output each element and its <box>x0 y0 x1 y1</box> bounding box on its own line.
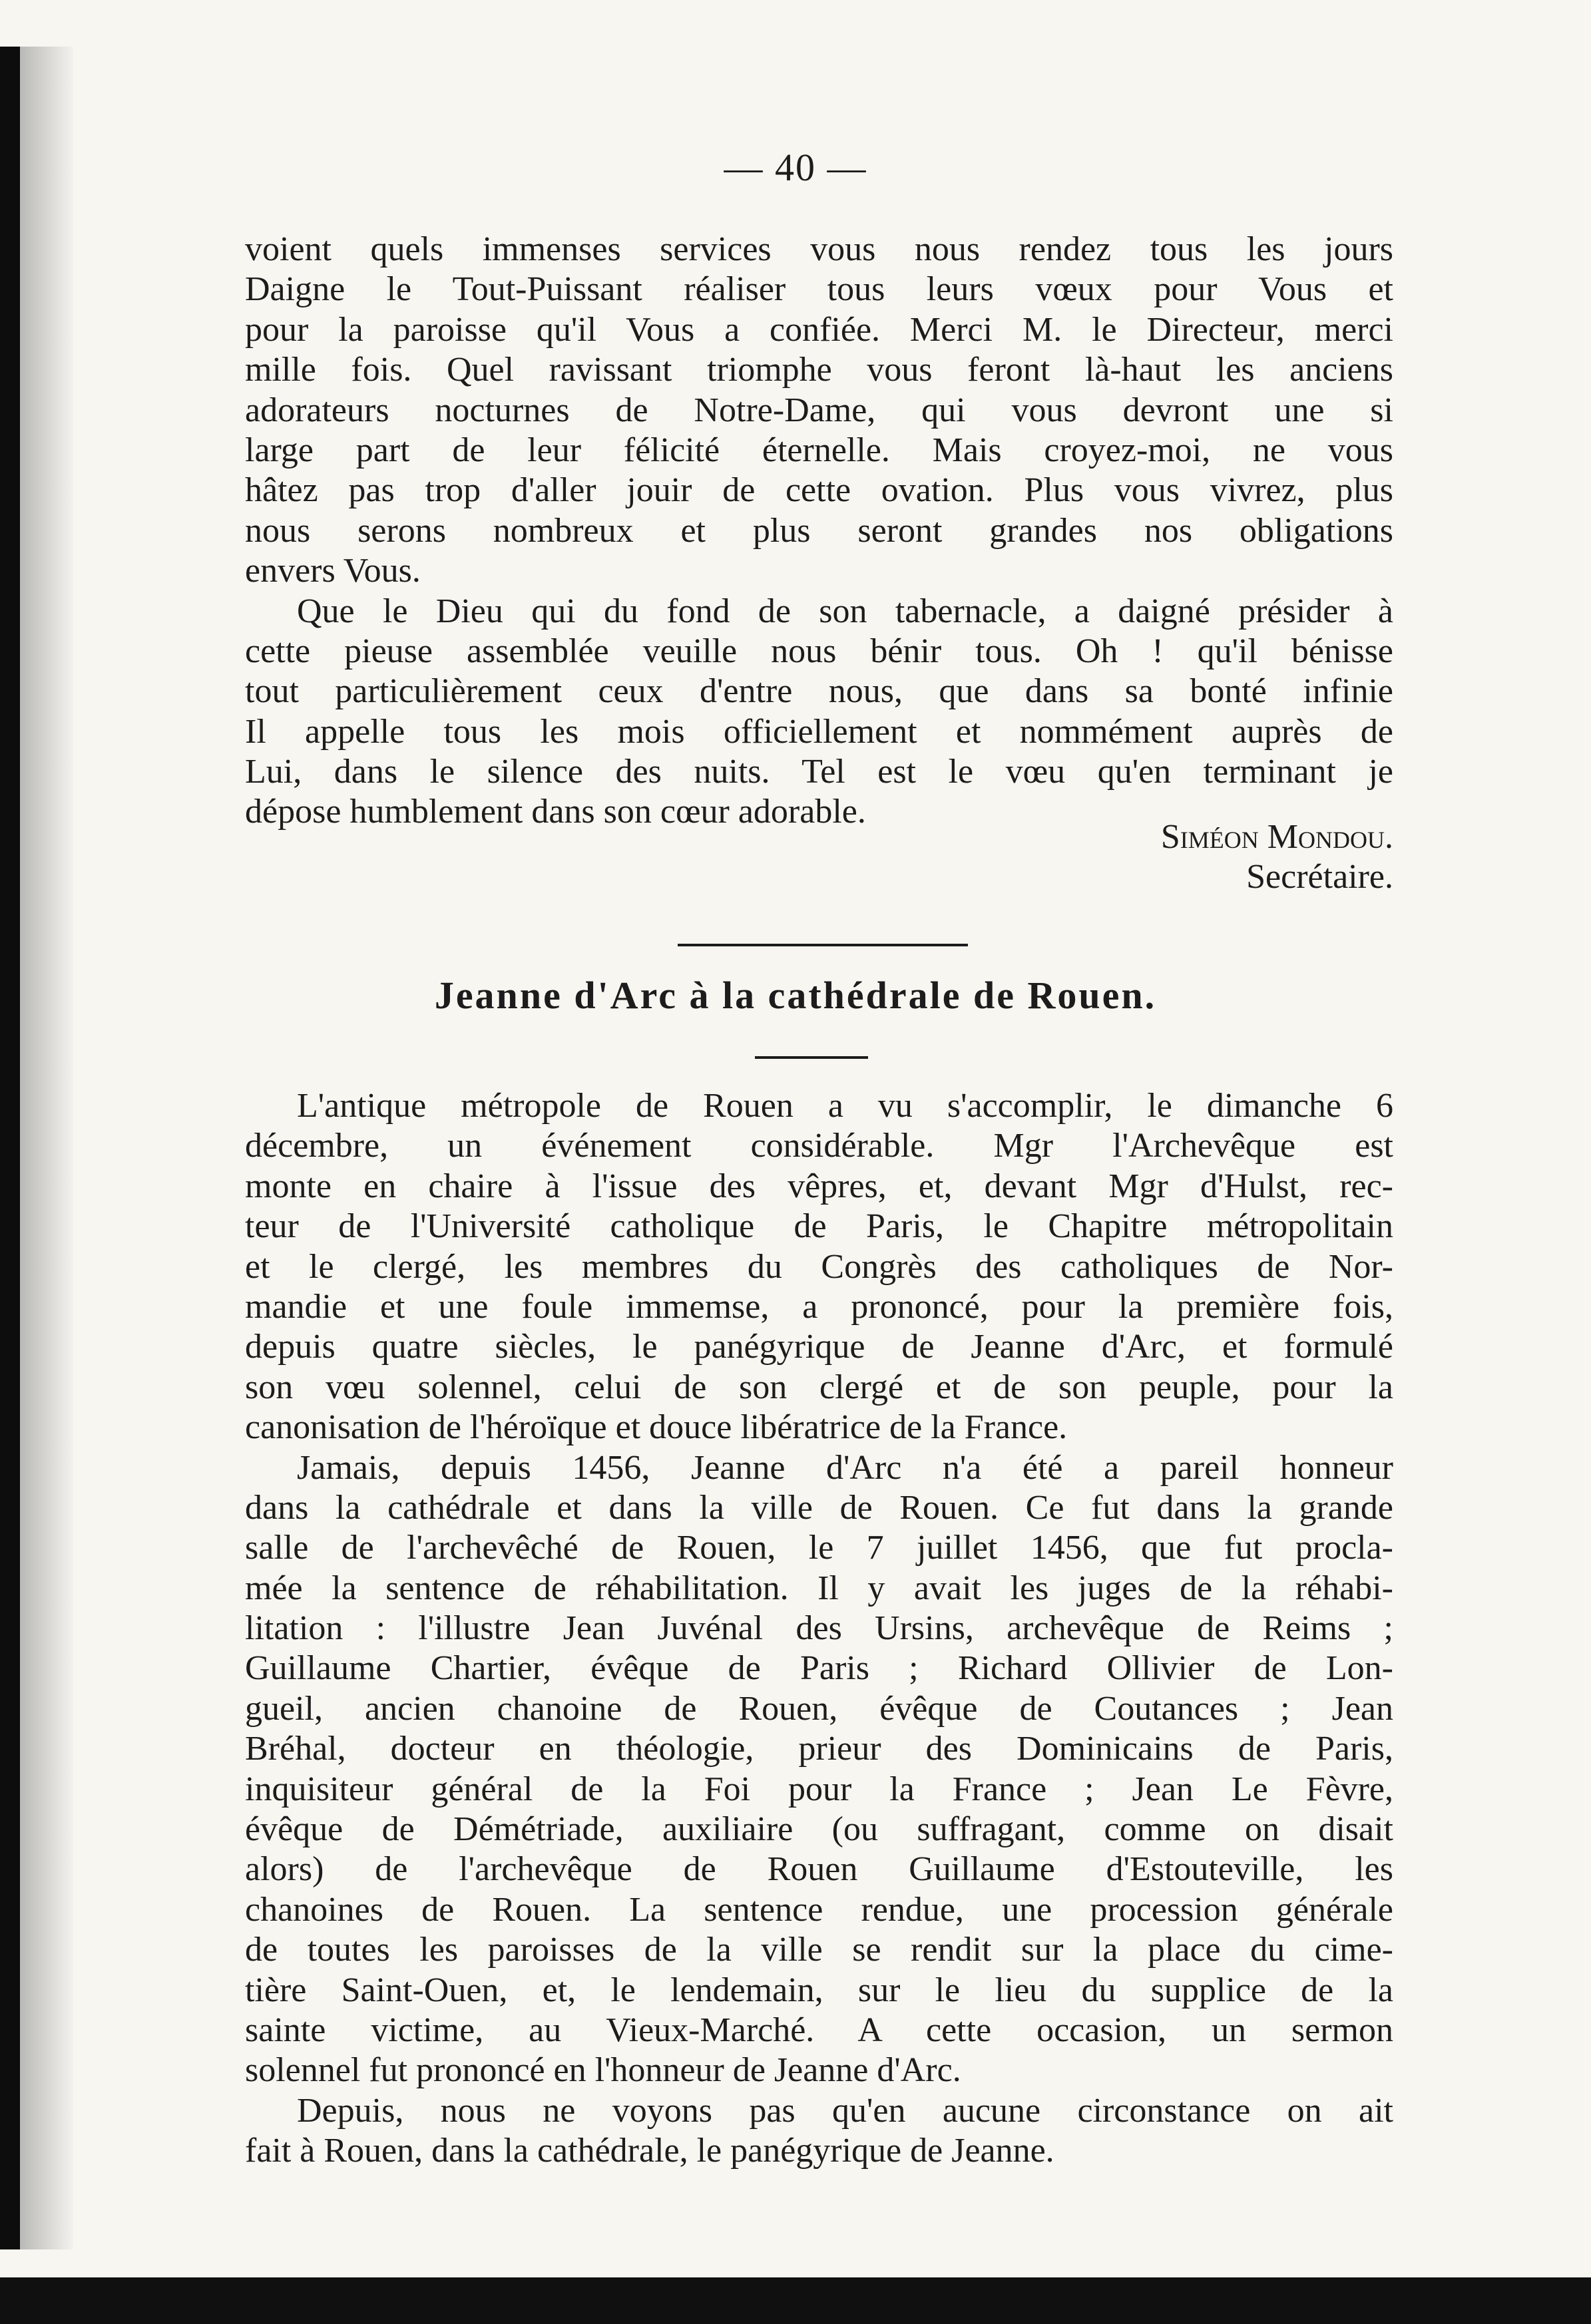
text-line: salle de l'archevêché de Rouen, le 7 juillet 1456, que fut procla- <box>245 1529 1393 1567</box>
text-line: alors) de l'archevêque de Rouen Guillaume d'Estouteville, les <box>245 1850 1393 1889</box>
scan-page-edge <box>20 47 73 2249</box>
page-number: — 40 — <box>724 146 867 189</box>
text-line: envers Vous. <box>245 552 421 590</box>
text-line: inquisiteur général de la Foi pour la France ; Jean Le Fèvre, <box>245 1770 1393 1808</box>
text-line: décembre, un événement considérable. Mgr l'Archevêque est <box>245 1127 1393 1165</box>
text-line: mée la sentence de réhabilitation. Il y avait les juges de la réhabi- <box>245 1569 1393 1607</box>
text-line: et le clergé, les membres du Congrès des catholiques de Nor- <box>245 1247 1393 1286</box>
text-line: monte en chaire à l'issue des vêpres, et, devant Mgr d'Hulst, rec- <box>245 1167 1393 1205</box>
text-line: Bréhal, docteur en théologie, prieur des Dominicains de Paris, <box>245 1730 1393 1768</box>
text-line: Jamais, depuis 1456, Jeanne d'Arc n'a été a pareil honneur <box>297 1448 1393 1487</box>
signature <box>245 817 1393 897</box>
text-line: de toutes les paroisses de la ville se rendit sur la place du cime- <box>245 1931 1393 1969</box>
text-line: solennel fut prononcé en l'honneur de Jeanne d'Arc. <box>245 2051 961 2090</box>
section-rule-bottom <box>755 1056 868 1059</box>
signature-name: Siméon Mondou. <box>1160 818 1393 856</box>
text-line: tout particulièrement ceux d'entre nous, que dans sa bonté infinie <box>245 672 1393 711</box>
text-line: mille fois. Quel ravissant triomphe vous feront là-haut les anciens <box>245 351 1393 389</box>
section-rule-top <box>678 944 968 946</box>
text-line: L'antique métropole de Rouen a vu s'accomplir, le dimanche 6 <box>297 1087 1393 1125</box>
text-line: pour la paroisse qu'il Vous a confiée. Merci M. le Directeur, merci <box>245 310 1393 349</box>
article-text <box>245 1086 1393 2172</box>
text-line: Daigne le Tout-Puissant réaliser tous leurs vœux pour Vous et <box>245 270 1393 309</box>
scan-binding-shadow <box>0 47 20 2249</box>
signature-role: Secrétaire. <box>1246 858 1393 896</box>
section-title: Jeanne d'Arc à la cathédrale de Rouen. <box>434 974 1157 1017</box>
text-line: Guillaume Chartier, évêque de Paris ; Richard Ollivier de Lon- <box>245 1649 1393 1688</box>
text-line: évêque de Démétriade, auxiliaire (ou suffragant, comme on disait <box>245 1810 1393 1849</box>
text-line: large part de leur félicité éternelle. Mais croyez-moi, ne vous <box>245 431 1393 469</box>
text-line: mandie et une foule immemse, a prononcé, pour la première fois, <box>245 1287 1393 1326</box>
text-line: depuis quatre siècles, le panégyrique de Jeanne d'Arc, et formulé <box>245 1328 1393 1366</box>
text-line: gueil, ancien chanoine de Rouen, évêque de Coutances ; Jean <box>245 1689 1393 1728</box>
text-line: Lui, dans le silence des nuits. Tel est le vœu qu'en terminant je <box>245 753 1393 791</box>
text-line: nous serons nombreux et plus seront grandes nos obligations <box>245 511 1393 550</box>
text-line: son vœu solennel, celui de son clergé et de son peuple, pour la <box>245 1368 1393 1406</box>
text-line: Depuis, nous ne voyons pas qu'en aucune circonstance on ait <box>297 2091 1393 2130</box>
scan-bottom-shadow <box>0 2277 1591 2324</box>
text-line: dans la cathédrale et dans la ville de Rouen. Ce fut dans la grande <box>245 1488 1393 1527</box>
text-line: canonisation de l'héroïque et douce libératrice de la France. <box>245 1408 1068 1447</box>
text-line: Il appelle tous les mois officiellement et nommément auprès de <box>245 712 1393 751</box>
text-line: chanoines de Rouen. La sentence rendue, une procession générale <box>245 1890 1393 1929</box>
text-line: litation : l'illustre Jean Juvénal des Ursins, archevêque de Reims ; <box>245 1609 1393 1648</box>
text-line: fait à Rouen, dans la cathédrale, le panégyrique de Jeanne. <box>245 2132 1054 2170</box>
text-line: cette pieuse assemblée veuille nous bénir tous. Oh ! qu'il bénisse <box>245 632 1393 670</box>
text-line: voient quels immenses services vous nous rendez tous les jours <box>245 230 1393 268</box>
intro-text <box>245 230 1393 833</box>
text-line: tière Saint-Ouen, et, le lendemain, sur le lieu du supplice de la <box>245 1971 1393 2009</box>
text-line: teur de l'Université catholique de Paris, le Chapitre métropolitain <box>245 1207 1393 1246</box>
text-line: sainte victime, au Vieux-Marché. A cette occasion, un sermon <box>245 2011 1393 2049</box>
text-line: adorateurs nocturnes de Notre-Dame, qui vous devront une si <box>245 391 1393 429</box>
text-line: Que le Dieu qui du fond de son tabernacle, a daigné présider à <box>297 592 1393 630</box>
text-line: dépose humblement dans son cœur adorable. <box>245 793 866 831</box>
text-line: hâtez pas trop d'aller jouir de cette ovation. Plus vous vivrez, plus <box>245 471 1393 510</box>
